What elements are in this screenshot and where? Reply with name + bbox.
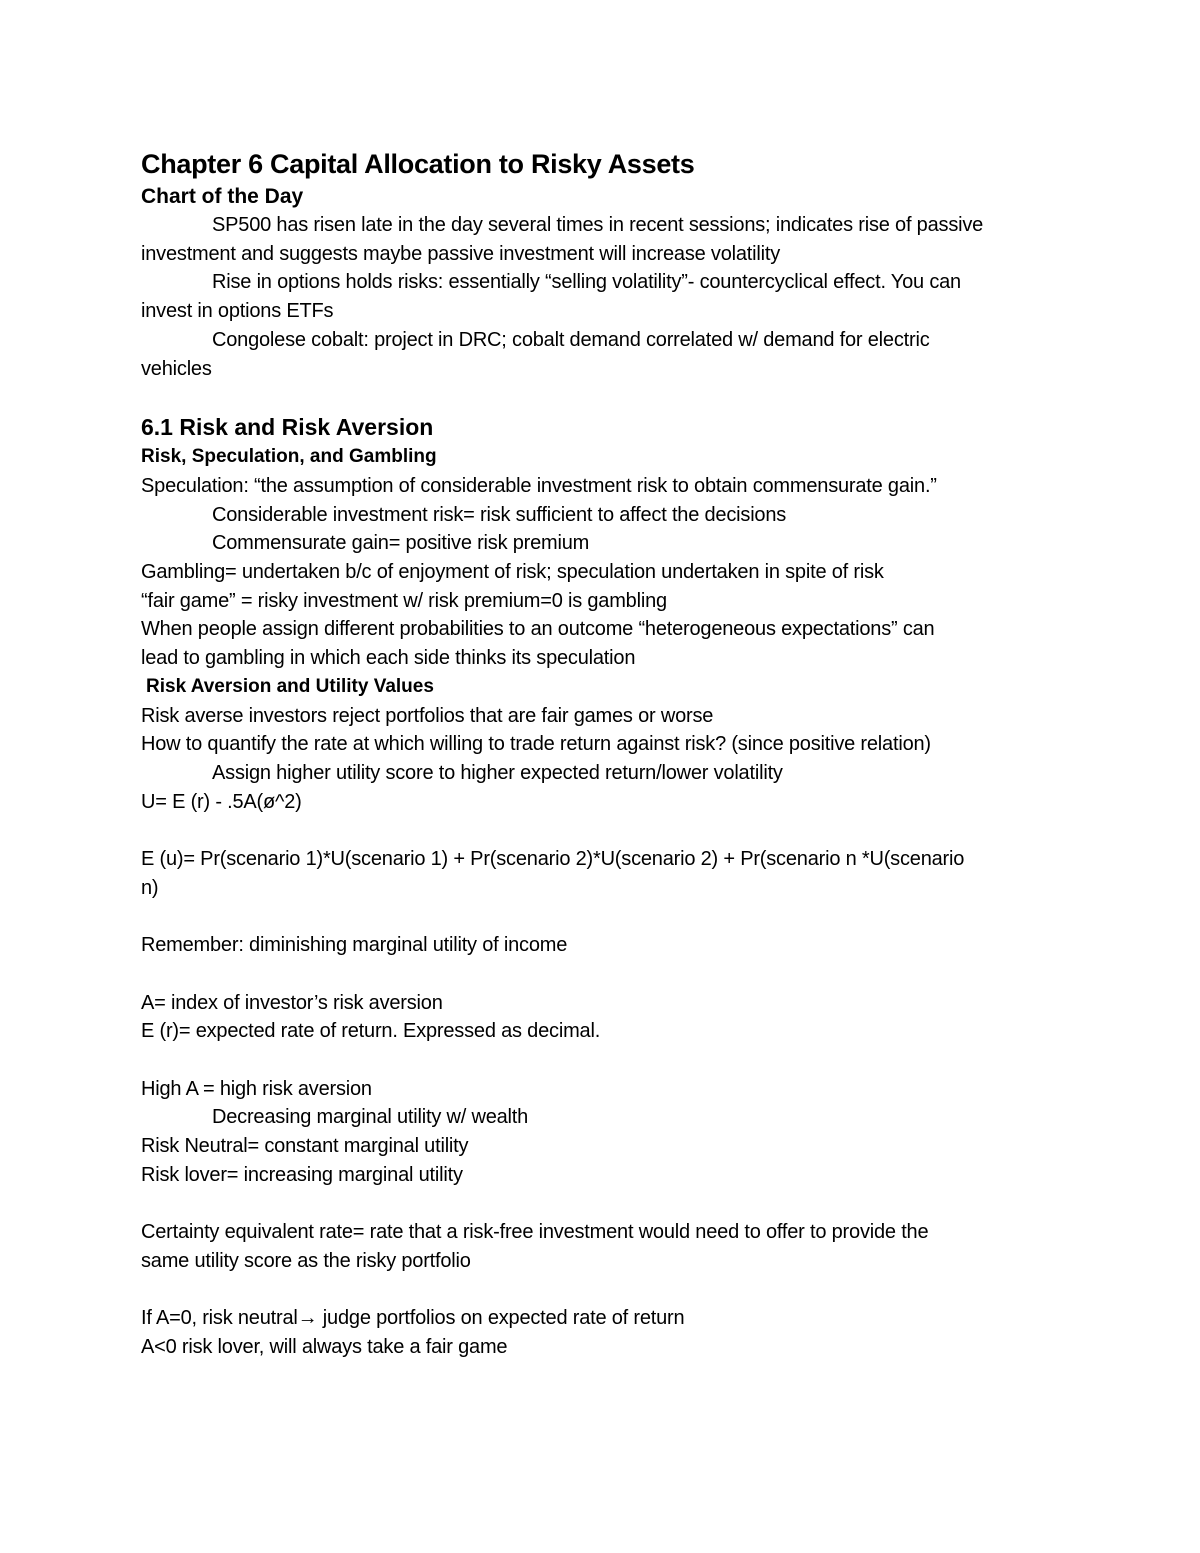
subsection-heading: Risk, Speculation, and Gambling bbox=[141, 446, 437, 468]
text-line: Speculation: “the assumption of considerable investment risk to obtain commensurate gain.” bbox=[141, 474, 937, 497]
text-line: Rise in options holds risks: essentially “selling volatility”- countercyclical effect. You can bbox=[212, 271, 961, 294]
blank-line bbox=[141, 816, 1051, 845]
text-line: How to quantify the rate at which willing to trade return against risk? (since positive relation) bbox=[141, 733, 931, 756]
text-line: When people assign different probabilities to an outcome “heterogeneous expectations” can bbox=[141, 618, 935, 641]
document-page bbox=[141, 146, 1051, 1362]
blank-line bbox=[141, 1189, 1051, 1218]
text-fragment: If A=0, risk neutral bbox=[141, 1307, 298, 1330]
text-line: Decreasing marginal utility w/ wealth bbox=[212, 1106, 529, 1129]
text-line: Gambling= undertaken b/c of enjoyment of risk; speculation undertaken in spite of risk bbox=[141, 561, 884, 584]
text-line: vehicles bbox=[141, 357, 212, 380]
text-line: Congolese cobalt: project in DRC; cobalt demand correlated w/ demand for electric bbox=[212, 328, 930, 351]
blank-line bbox=[141, 1276, 1051, 1305]
utility-formula: U= E (r) - .5A(ø^2) bbox=[141, 790, 302, 813]
text-line: A<0 risk lover, will always take a fair game bbox=[141, 1335, 508, 1358]
text-fragment: judge portfolios on expected rate of return bbox=[317, 1307, 685, 1330]
blank-line bbox=[141, 1046, 1051, 1075]
expected-utility-formula: E (u)= Pr(scenario 1)*U(scenario 1) + Pr(scenario 2)*U(scenario 2) + Pr(scenario n *U(scenario bbox=[141, 848, 965, 871]
chart-of-day-heading: Chart of the Day bbox=[141, 185, 304, 208]
text-line: Assign higher utility score to higher expected return/lower volatility bbox=[212, 761, 783, 784]
text-line: Commensurate gain= positive risk premium bbox=[212, 532, 590, 555]
text-line: Risk averse investors reject portfolios that are fair games or worse bbox=[141, 704, 714, 727]
arrow-right-icon: → bbox=[297, 1307, 318, 1330]
text-line: lead to gambling in which each side thinks its speculation bbox=[141, 647, 636, 670]
text-line: E (r)= expected rate of return. Expressed as decimal. bbox=[141, 1020, 601, 1043]
page-title: Chapter 6 Capital Allocation to Risky Assets bbox=[141, 149, 695, 179]
text-line: Risk lover= increasing marginal utility bbox=[141, 1163, 463, 1186]
section-heading: 6.1 Risk and Risk Aversion bbox=[141, 414, 434, 441]
blank-line bbox=[141, 960, 1051, 989]
text-line: Remember: diminishing marginal utility of income bbox=[141, 934, 568, 957]
text-line: same utility score as the risky portfolio bbox=[141, 1249, 471, 1272]
blank-line bbox=[141, 902, 1051, 931]
text-line: “fair game” = risky investment w/ risk premium=0 is gambling bbox=[141, 589, 667, 612]
text-line: Risk Neutral= constant marginal utility bbox=[141, 1135, 469, 1158]
text-line: investment and suggests maybe passive investment will increase volatility bbox=[141, 242, 781, 265]
text-line: Considerable investment risk= risk sufficient to affect the decisions bbox=[212, 503, 787, 526]
text-line: invest in options ETFs bbox=[141, 300, 334, 323]
subsection-heading: Risk Aversion and Utility Values bbox=[146, 675, 434, 697]
text-line bbox=[141, 1304, 1051, 1333]
text-line: Certainty equivalent rate= rate that a risk-free investment would need to offer to provide the bbox=[141, 1221, 929, 1244]
text-line: n) bbox=[141, 876, 159, 899]
text-line: High A = high risk aversion bbox=[141, 1077, 372, 1100]
text-line: A= index of investor’s risk aversion bbox=[141, 991, 443, 1014]
text-line: SP500 has risen late in the day several times in recent sessions; indicates rise of passive bbox=[212, 214, 984, 236]
